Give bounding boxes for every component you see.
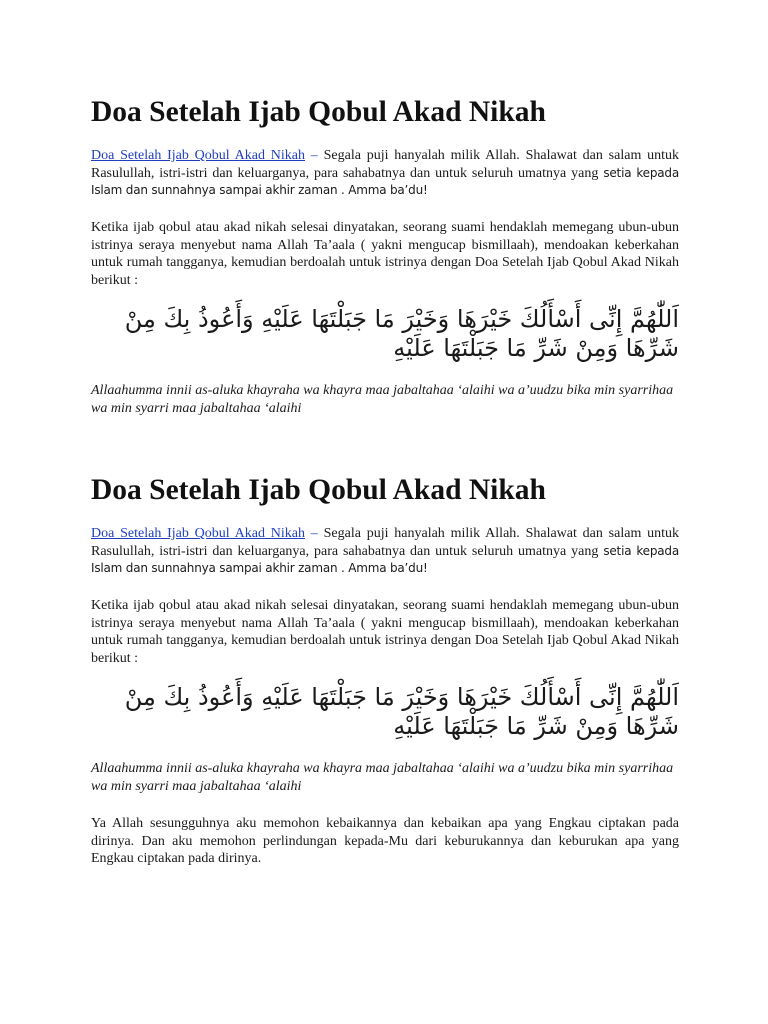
- link-dash: –: [305, 148, 318, 163]
- meaning-paragraph: Ya Allah sesungguhnya aku memohon kebaikannya dan kebaikan apa yang Engkau ciptakan pada dirinya. Dan aku memohon perlindungan kepada-Mu dari keburukannya dan keburukan apa yang Engkau ciptakan pada dirinya.: [91, 816, 679, 866]
- link-dash: –: [305, 526, 318, 541]
- article-link[interactable]: Doa Setelah Ijab Qobul Akad Nikah: [91, 148, 306, 163]
- arabic-prayer: اَللّٰهُمَّ إِنِّى أَسْأَلُكَ خَيْرَهَا وَخَيْرَ مَا جَبَلْتَهَا عَلَيْهِ وَأَعُوذُ بِكَ مِنْ شَرِّهَا وَمِنْ شَرِّ مَا جَبَلْتَهَا عَلَيْهِ: [124, 305, 679, 362]
- section-title: Doa Setelah Ijab Qobul Akad Nikah: [91, 474, 546, 506]
- transliteration: Allaahumma innii as-aluka khayraha wa khayra maa jabaltahaa ‘alaihi wa a’uudzu bika min syarrihaa wa min syarri maa jabaltahaa ‘alaihi: [91, 761, 674, 794]
- body-paragraph: Ketika ijab qobul atau akad nikah selesai dinyatakan, seorang suami hendaklah memegang ubun-ubun istrinya seraya menyebut nama Allah Ta’aala ( yakni mengucap bismillaah), mendoakan keberkahan untuk rumah tangganya, kemudian berdoalah untuk istrinya dengan Doa Setelah Ijab Qobul Akad Nikah berikut :: [91, 598, 679, 666]
- intro-text-small: setia kepada Islam dan sunnahnya sampai akhir zaman . Amma ba’du!: [91, 543, 679, 575]
- intro-paragraph: [91, 525, 679, 578]
- intro-paragraph: [91, 147, 679, 200]
- intro-text-small: setia kepada Islam dan sunnahnya sampai akhir zaman . Amma ba’du!: [91, 165, 679, 197]
- article-link[interactable]: Doa Setelah Ijab Qobul Akad Nikah: [91, 526, 306, 541]
- body-paragraph: Ketika ijab qobul atau akad nikah selesai dinyatakan, seorang suami hendaklah memegang ubun-ubun istrinya seraya menyebut nama Allah Ta’aala ( yakni mengucap bismillaah), mendoakan keberkahan untuk rumah tangganya, kemudian berdoalah untuk istrinya dengan Doa Setelah Ijab Qobul Akad Nikah berikut :: [91, 220, 679, 288]
- arabic-prayer: اَللّٰهُمَّ إِنِّى أَسْأَلُكَ خَيْرَهَا وَخَيْرَ مَا جَبَلْتَهَا عَلَيْهِ وَأَعُوذُ بِكَ مِنْ شَرِّهَا وَمِنْ شَرِّ مَا جَبَلْتَهَا عَلَيْهِ: [124, 683, 679, 740]
- transliteration: Allaahumma innii as-aluka khayraha wa khayra maa jabaltahaa ‘alaihi wa a’uudzu bika min syarrihaa wa min syarri maa jabaltahaa ‘alaihi: [91, 383, 674, 416]
- intro-text: Segala puji hanyalah milik Allah. Shalawat dan salam untuk Rasulullah, istri-istri dan keluarganya, para sahabatnya dan untuk seluruh umatnya yang: [91, 148, 680, 181]
- page-title: Doa Setelah Ijab Qobul Akad Nikah: [91, 96, 546, 128]
- intro-text: Segala puji hanyalah milik Allah. Shalawat dan salam untuk Rasulullah, istri-istri dan keluarganya, para sahabatnya dan untuk seluruh umatnya yang: [91, 526, 680, 559]
